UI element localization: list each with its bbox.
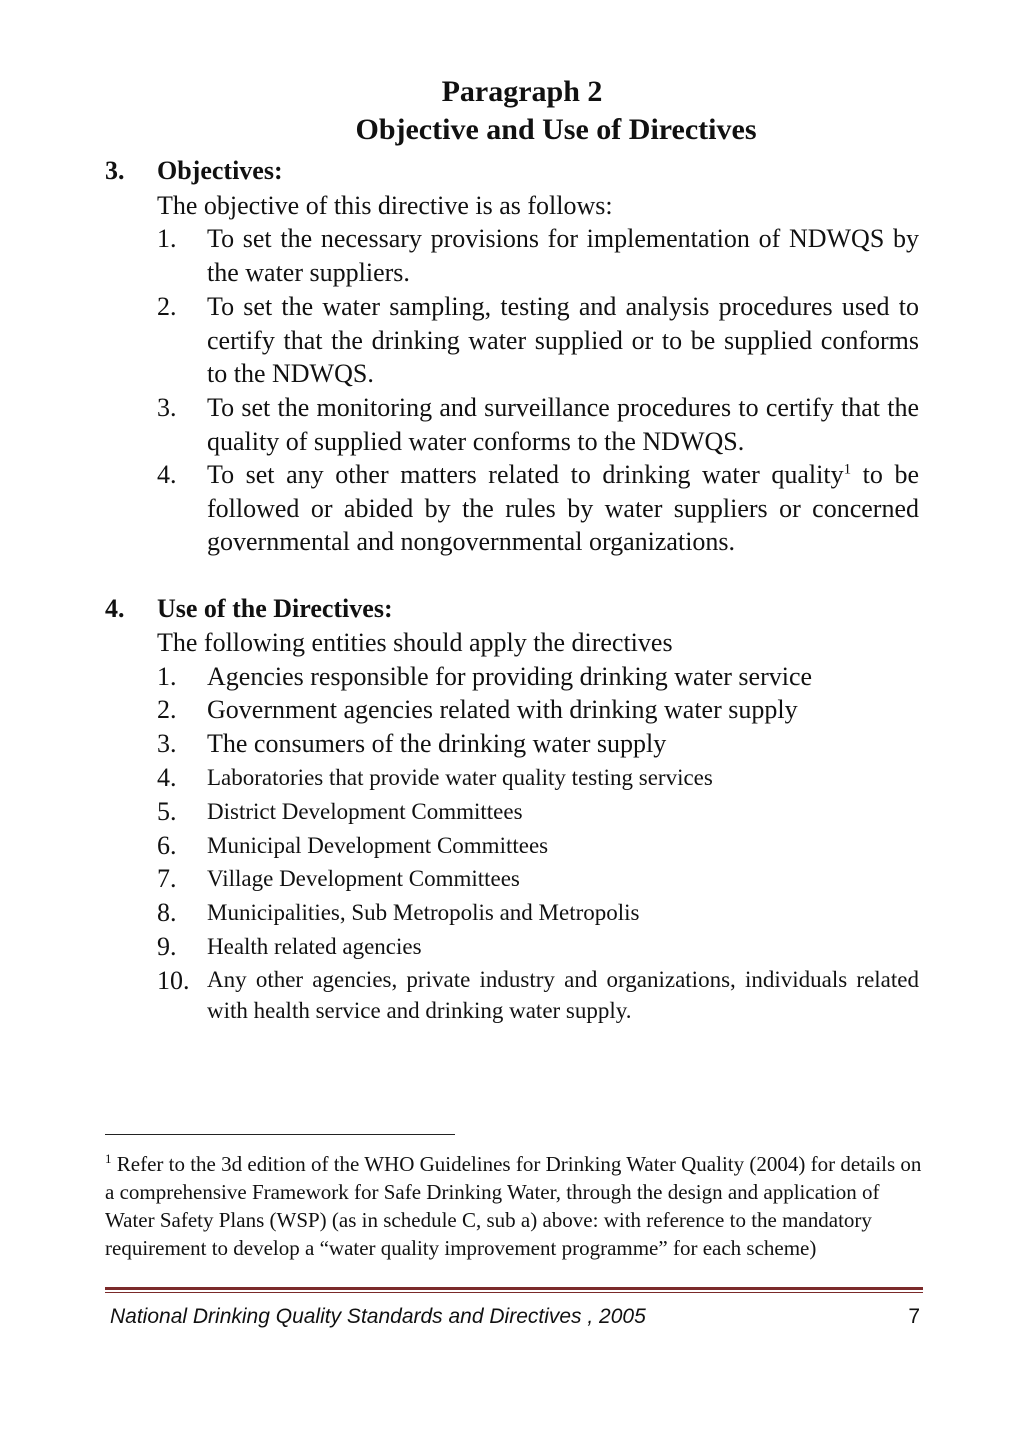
paragraph-heading: Paragraph 2 (441, 75, 603, 108)
item-number: 6. (157, 831, 177, 860)
item-number: 7. (157, 864, 177, 893)
item-number: 3. (157, 729, 177, 758)
item-number: 1. (157, 224, 177, 253)
footnote-reference[interactable]: 1 (843, 461, 852, 478)
section-4-title: Use of the Directives: (157, 594, 393, 623)
item-text: Village Development Committees (207, 866, 520, 891)
item-number: 1. (157, 662, 177, 691)
item-text: To set the water sampling, testing and analysis procedures used to certify that the drinking water supplied or to be supplied conforms to the NDWQS. (207, 292, 919, 389)
item-number: 2. (157, 292, 177, 321)
item-text: Any other agencies, private industry and organizations, individuals related with health service and drinking water supply. (207, 967, 919, 1023)
section-4-intro: The following entities should apply the directives (157, 628, 673, 657)
page-number: 7 (908, 1305, 920, 1328)
footer-rule (105, 1287, 923, 1290)
item-number: 3. (157, 393, 177, 422)
footnote-text: Refer to the 3d edition of the WHO Guidelines for Drinking Water Quality (2004) for details on a comprehensive Framework for Safe Drinking Water, through the design and application of Water Safety Plans (WSP) (as in schedule C, sub a) above: with reference to the mandatory requirement to develop a “water quality improvement programme” for each scheme) (105, 1152, 922, 1260)
item-number: 9. (157, 932, 177, 961)
section-4-number: 4. (105, 594, 125, 623)
item-text: The consumers of the drinking water supply (207, 729, 667, 758)
item-text: Laboratories that provide water quality testing services (207, 765, 713, 790)
item-text: To set the necessary provisions for implementation of NDWQS by the water suppliers. (207, 224, 919, 287)
section-3-intro: The objective of this directive is as follows: (157, 191, 613, 220)
item-number: 4. (157, 763, 177, 792)
item-text: To set the monitoring and surveillance procedures to certify that the quality of supplied water conforms to the NDWQS. (207, 393, 919, 456)
footnote-separator (105, 1134, 455, 1135)
item-text: Municipal Development Committees (207, 833, 549, 858)
item-text-part: to be followed or abided by the rules by water suppliers or concerned governmental and nongovernmental organizations. (207, 460, 919, 557)
paragraph-subheading: Objective and Use of Directives (355, 113, 757, 146)
item-number: 2. (157, 695, 177, 724)
footnote-mark: 1 (105, 1151, 112, 1166)
item-number: 10. (157, 966, 190, 995)
item-number: 4. (157, 460, 177, 489)
item-number: 5. (157, 797, 177, 826)
item-text: Agencies responsible for providing drinking water service (207, 662, 813, 691)
item-text: District Development Committees (207, 799, 523, 824)
footer-title: National Drinking Quality Standards and Directives , 2005 (110, 1305, 646, 1328)
item-number: 8. (157, 898, 177, 927)
item-text-part: To set any other matters related to drinking water quality (207, 460, 844, 489)
footnote (105, 1150, 925, 1262)
item-text: Government agencies related with drinking water supply (207, 695, 798, 724)
section-3-title: Objectives: (157, 156, 283, 185)
item-text (207, 458, 919, 559)
item-text: Municipalities, Sub Metropolis and Metropolis (207, 900, 640, 925)
item-text: Health related agencies (207, 934, 422, 959)
footer-rule-thin (105, 1292, 923, 1293)
section-3-number: 3. (105, 156, 125, 185)
